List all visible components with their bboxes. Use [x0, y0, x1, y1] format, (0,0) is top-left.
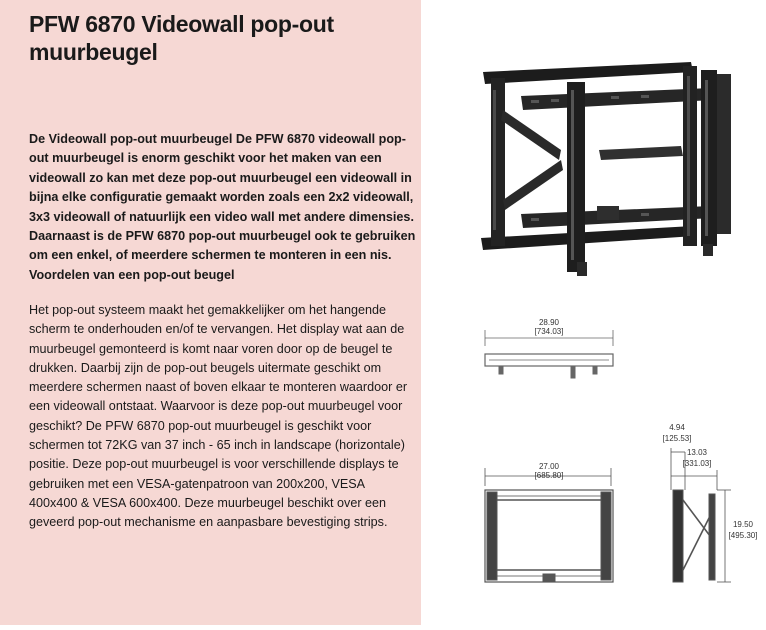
front-view-width-mm: [685.80]: [534, 471, 564, 480]
side-view-drawing: [671, 448, 731, 582]
side-view-height-inch: 19.50: [732, 520, 754, 529]
side-view-depth-max-mm: [331.03]: [682, 459, 712, 468]
top-view-drawing: [485, 330, 613, 378]
top-view-width-inch: 28.90: [538, 318, 560, 327]
product-title: PFW 6870 Videowall pop-out muurbeugel: [29, 11, 334, 65]
front-view-width-inch: 27.00: [538, 462, 560, 471]
bracket-photo: [481, 62, 731, 276]
side-view-depth-max-inch: 13.03: [686, 448, 708, 457]
product-visuals-svg: [421, 0, 766, 625]
side-view-depth-min-mm: [125.53]: [662, 434, 692, 443]
body-text: Het pop-out systeem maakt het gemakkelijker om het hangende scherm te onderhouden en/of te vervangen. Het display wat aan de muurbeugel gemonteerd is komt naar voren door op de beugel te drukken. Daarbij zijn de pop-out beugels uitermate geschikt om meerdere schermen naast of boven elkaar te monteren waardoor er een videowall ontstaat. Waarvoor is deze pop-out muurbeugel voor geschikt? De PFW 6870 pop-out muurbeugel is geschikt voor schermen tot 72KG van 37 inch - 65 inch in landscape (horizontale) positie. Deze pop-out muurbeugel is voor verschillende displays te gebruiken met een VESA-gatenpatroon van 200x200, VESA 400x400 & VESA 600x400. Deze muurbeugel beschikt over een geveerd pop-out mechanisme en aanpasbare bevestiging strips.: [29, 303, 408, 530]
product-visuals: [421, 0, 766, 625]
side-view-height-mm: [495.30]: [728, 531, 758, 540]
intro-text: De Videowall pop-out muurbeugel De PFW 6870 videowall pop-out muurbeugel is enorm geschikt voor het maken van een videowall zo kan met deze pop-out muurbeugel een videowall in bijna elke configuratie gemaakt worden zoals een 2x2 videowall, 3x3 videowall of natuurlijk een video wall met andere dimensies. Daarnaast is de PFW 6870 pop-out muurbeugel ook te gebruiken om een enkel, of meerdere schermen te monteren in een nis. Voordelen van een pop-out beugel: [29, 132, 416, 282]
top-view-width-mm: [734.03]: [534, 327, 564, 336]
side-view-depth-min-inch: 4.94: [669, 423, 685, 432]
front-view-drawing: [485, 468, 613, 582]
